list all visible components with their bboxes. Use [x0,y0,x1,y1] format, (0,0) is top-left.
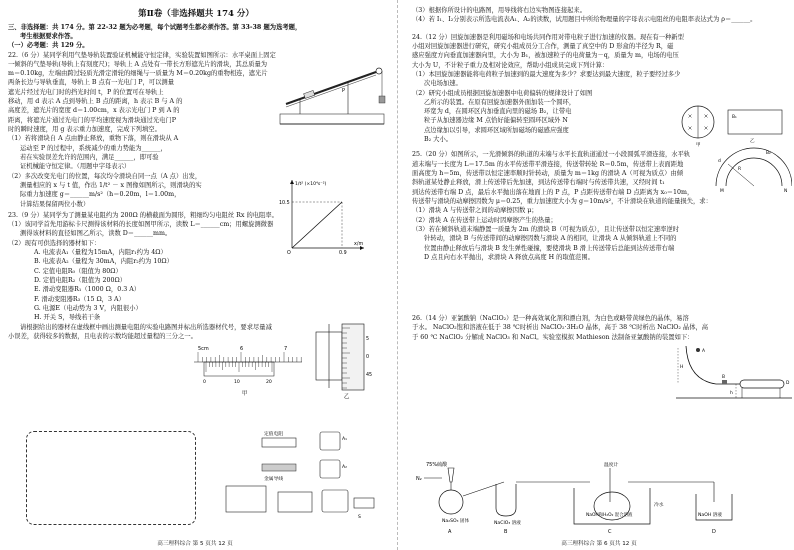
label-naclo3: NaClO₃ 溶液 [494,521,521,526]
q22-line: m＝0.10kg，左端由跨过轻质光滑定滑轮的细绳与一质量为 M＝0.20kg的重物相连，遮光片 [8,70,268,78]
q23-option: F. 滑动变阻器R₃（15 Ω，3 A） [34,295,125,303]
label-na2so3: Na₂SO₃ 固体 [442,519,470,524]
q22-part1 [8,134,223,171]
q22-sub1-line: （1）若将滑块自 A 点由静止释放，重物下落，则在滑块从 A [8,135,179,143]
label-M: M [720,189,724,192]
caliper-label-5cm: 5cm [198,346,209,352]
q22-part2 [8,172,223,209]
q24-line: （2）研究小组成员根据回旋加速器中电荷偏转的规律设计了如图 [412,89,593,97]
q23-option: B. 电流表A₂（量程为 30mA，内阻r₂约为 10Ω） [34,258,173,266]
label-h: h [730,391,733,396]
q22-sub2-line: 计算结果保留两位小数） [20,200,90,208]
section-intro: 三、非选择题：共 174 分。第 22-32 题为必考题，每个试题考生都必须作答。第 33-38 题为选考题， [8,23,302,31]
q22-line: 高度差，遮光片的宽度 d＝1.00cm，x 表示光电门 P 到 A 的 [8,107,180,115]
vernier-label-20: 20 [266,380,272,385]
label-P: P [342,88,346,94]
page-5 [0,0,390,550]
q22-sub2-line: 际重力加速度 g＝______m/s²（h＝0.20m，l＝1.00m， [20,191,181,199]
cyclotron-figure [676,102,792,192]
micro-tick-5: 5 [366,337,370,342]
q24-line: （1）本回旋加速器能将电荷粒子加速到的最大速度为多少？求要达到最大速度，粒子要经过多少 [412,70,681,78]
label-R: R [738,167,742,172]
q25-line: 25.（20 分）如图所示，一光滑倾斜的轨道的末端与水平长直轨道通过一小段圆弧平滑连接，水平轨 [412,151,691,159]
caliper-caption: 甲 [242,391,248,397]
inverse-t2-x-graph [278,176,368,254]
label-naoh-h2o2: NaOH和H₂O₂ 混合溶液 [586,513,633,518]
q22-line: 22.（6 分）某同学利用气垫导轨装置验证机械能守恒定律，实验装置如图所示：水平桌面上固定 [8,51,276,59]
q25-line: 道末端与一长度为 L＝17.5m 的水平传送带平滑连接，传送带转轮 R＝0.5m，传送带上表面距地 [412,160,684,168]
kit-label-wire: 金属导线 [264,477,284,482]
q22-sub2-line: （2）多次改变光电门的位置，每次均令滑块自同一点（A 点）出发， [8,172,202,180]
q23-instruction: 小误差，获得较多的数据，且电表的示数均能超过量程的三分之一。 [8,332,197,340]
q22-sub1-line: 运动至 P 的过程中，系统减少的重力势能为______， [20,144,167,152]
vernier-label-0: 0 [203,380,206,385]
q25-line: （2）滑块 A 在传送带上运动时因摩擦产生的热量； [412,216,557,224]
q22-sub1-line: 证机械能守恒定律。（用题中字母表示） [20,163,131,171]
q26-line: 26.（14 分）亚氯酸钠（NaClO₂）是一种高效氧化剂和漂白剂，为白色或略带黄绿色的晶体，易溶 [412,315,689,323]
q22-line: 距离，将遮光片通过光电门的平均速度视为滑块通过光电门P [8,116,176,124]
label-acid: 75%硫酸 [426,462,448,468]
graph-ylabel: 1/t² (×10⁴s⁻²) [295,182,327,187]
q23-line: （1）该同学首先用游标卡尺测得该材料的长度如图甲所示，读数 L＝______cm；用螺旋测微器 [8,221,274,229]
graph-origin: O [287,251,291,254]
vernier-label-10: 10 [234,380,240,385]
q25-line: 传送带与滑块的动摩擦因数为 μ＝0.25，重力加速度大小为 g＝10m/s²，不计滑块在轨道的能量损失，求： [412,197,712,205]
page-footer: 高三理科综合 第 6 页共 12 页 [561,540,637,547]
label-B1: B₁ [732,115,737,120]
component-kit-figure [222,428,382,528]
label-B: B [722,375,726,380]
page-6 [404,0,794,550]
q23-option: G. 电源E（电动势为 3 V，内阻很小） [34,304,142,312]
page-divider [397,0,398,550]
graph-x-tick: 0.9 [339,251,347,254]
fig-caption-b: 乙 [750,139,755,144]
q22-sub2-line: 测量相应的 x 与 t 值，作出 1/t² － x 图像如图所示，则滑块的实 [20,181,202,189]
caliper-vernier-scale [206,362,272,372]
vernier-caliper-figure [190,340,306,398]
label-flask-A: A [448,529,452,535]
q25-line: D 点且向右水平抛出，求滑块 A 释放点高度 H 的取值范围。 [424,253,594,261]
caliper-main-scale [198,352,301,362]
q24-line: B₂ 大小。 [424,136,453,144]
q25-line: 面高度为 h＝5m，传送带以恒定速率顺时针转动，质量为 m＝1kg 的滑块 A（可视为质点）由倾 [412,170,684,177]
fig-caption-a: 甲 [696,143,701,148]
q22-line: 时的瞬时速度，用 g 表示重力加速度，完成下列填空。 [8,126,161,134]
q23-part4: （4）若 I₁、I₂分别表示所选电流表A₁、A₂的读数，试用题目中所给物理量的字母表示电阻丝的电阻率表达式为 ρ＝______。 [412,16,757,24]
label-thermometer: 温度计 [604,463,619,468]
q25-line: 针转动，滑块 B 与传送带间的动摩擦因数与滑块 A 的相同，让滑块 A 从倾斜轨道上不同的 [424,235,677,243]
graph-y-tick: 10.5 [279,201,290,206]
q25-line: 位置由静止释放后与滑块 B 发生弹性碰撞，要使滑块 B 滑上传送带后总能到达传送带右端 [424,244,675,252]
q23-line: （2）现有可供选择的器材如下： [8,239,101,247]
q23-part3: （3）根据你所设计的电路图，用导线将右边实物图连接起来。 [412,7,587,14]
label-d: d [718,159,721,164]
label-cold-water: 冷水 [654,503,664,508]
q24-line: 点边缘加以引导，求圆环区域所加磁场的磁感应强度 [424,126,569,134]
section-title: 第Ⅱ卷（非选择题共 174 分） [138,9,254,19]
q24-line: 24.（12 分）回旋加速器是利用磁场和电场共同作用对带电粒子进行加速的仪器。现在有一种新型 [412,33,684,41]
q23-option: A. 电流表A₁（量程为15mA，内阻r₁约为 4Ω） [34,249,167,257]
micro-tick-45: 45 [366,373,373,378]
q26-line: 于 60 ℃ NaClO₂ 分解成 NaClO₃ 和 NaCl。实验室模拟 Mathieson 法制备亚氯酸钠的装置如下： [412,333,694,341]
q23-option: D. 定值电阻R₂（阻值为 200Ω） [34,277,127,285]
q22-line: 遮光片经过光电门时的挡光时间 t，P 的位置可在导轨上 [8,88,164,96]
question-22 [8,51,276,135]
chemistry-apparatus-figure [414,458,790,536]
circuit-answer-box[interactable] [26,431,196,525]
q23-option: E. 滑动变阻器R₁（1000 Ω，0.3 A） [34,286,141,294]
label-N: N [784,189,788,192]
q23-instruction: 请根据给出的器材在虚线框中画出测量电阻的实验电路图并标出所选器材代号，要求尽量减 [20,323,272,331]
q26-line: 于水。 NaClO₂饱和溶液在低于 38 ℃时析出 NaClO₂·3H₂O 晶体，高于 38 ℃时析出 NaClO₂ 晶体，高 [412,324,709,332]
q24-line: 小组对回旋加速器进行研究，研究小组成员分工合作，测量了真空中的 D 形盒的半径为 R，磁 [412,42,674,50]
q24-line: 环宽为 d，在圆环区内加垂直向里的磁场 B₂，让带电 [424,108,572,116]
label-H: H [680,365,684,370]
kit-label-resistor: 定值电阻 [264,432,284,437]
label-naoh: NaOH 溶液 [698,513,722,518]
micrometer-caption: 乙 [344,394,350,400]
q22-line: 一倾斜的气垫导轨(导轨上有刻度尺)；导轨上 A 点处有一带长方形遮光片的滑块，其总质量为 [8,60,268,68]
graph-xlabel: x/m [354,242,364,247]
question-26 [412,314,788,342]
ammeter-a1-label: A₁ [342,437,347,442]
incline-apparatus-figure [276,62,388,134]
ammeter-a2-label: A₂ [342,465,347,470]
q24-line: 粒子从加速器边缘 M 点恰好能偏转至圆环区域外 N [424,117,568,125]
q22-sub1-line: 若在实验误差允许的范围内，满足______，即可验 [20,153,159,161]
caliper-label-6: 6 [240,346,244,352]
q25-line: 到达传送带右端 D 点，最后水平抛出落在地面上的 P 点，P 点距传送带右端 D 点距离为 x₀＝10m， [412,188,694,196]
q22-line: 两条长边与导轨垂直，导轨上 B 点有一光电门 P，可以测量 [8,79,174,87]
label-flask-C: C [608,529,612,535]
slider-B [722,380,727,384]
required-heading: （一）必考题：共 129 分。 [8,42,89,50]
label-flask-B: B [504,529,508,535]
page-footer: 高三理科综合 第 5 页共 12 页 [157,540,233,547]
q25-line: （1）滑块 A 与传送带之间的动摩擦因数 μ； [412,207,538,215]
q25-line: （3）若在倾斜轨道末端静置一质量为 2m 的滑块 B（可视为质点），且让传送带以恒定速率逆时 [412,225,680,233]
q23-line: 23.（9 分）某同学为了测量某电阻约为 200Ω 的横截面为圆形，粗细均匀电阻丝 Rx 的电阻率。 [8,211,278,219]
q24-line: 乙所示的装置。在原有回旋加速器外面加装一个圆环， [424,98,576,106]
slider-A [696,348,700,352]
q23-option: H. 开关 S，导线若干条 [34,314,101,322]
label-B2: B₂ [766,151,771,156]
q24-line: 次电场加速。 [424,80,462,88]
q24-line: 感应强度方向垂直加速器向里，大小为 B₁，被加速粒子的电荷量为－q，质量为 m，电场的电压 [412,52,679,60]
label-N2: N₂ [416,476,422,482]
q22-line: 移动，用 d 表示 A 点到导轨上 B 点的距离，h 表示 B 与 A 的 [8,98,183,106]
label-beaker-D: D [712,529,716,535]
q25-line: 斜轨道某处静止释放，滑上传送带后先加速，到达传送带右端时与传送带共速，又经时间 t₁ [412,179,665,187]
q24-line: 大小为 U，不计粒子重力及相对论效应，帮助小组成员完成下列计算： [412,61,609,69]
section-intro-2: 考生根据要求作答。 [20,32,77,40]
q23-line: 测得该材料的直径如图乙所示，读数 D＝______mm。 [20,230,172,238]
caliper-label-7: 7 [284,346,288,352]
micro-tick-0: 0 [366,355,370,360]
kit-label-S: S [358,515,361,520]
q23-option: C. 定值电阻R₀（阻值为 80Ω） [34,267,122,275]
conveyor-figure [676,340,792,402]
label-A: A [702,349,706,354]
micrometer-figure [306,318,386,400]
label-D: D [786,381,790,386]
